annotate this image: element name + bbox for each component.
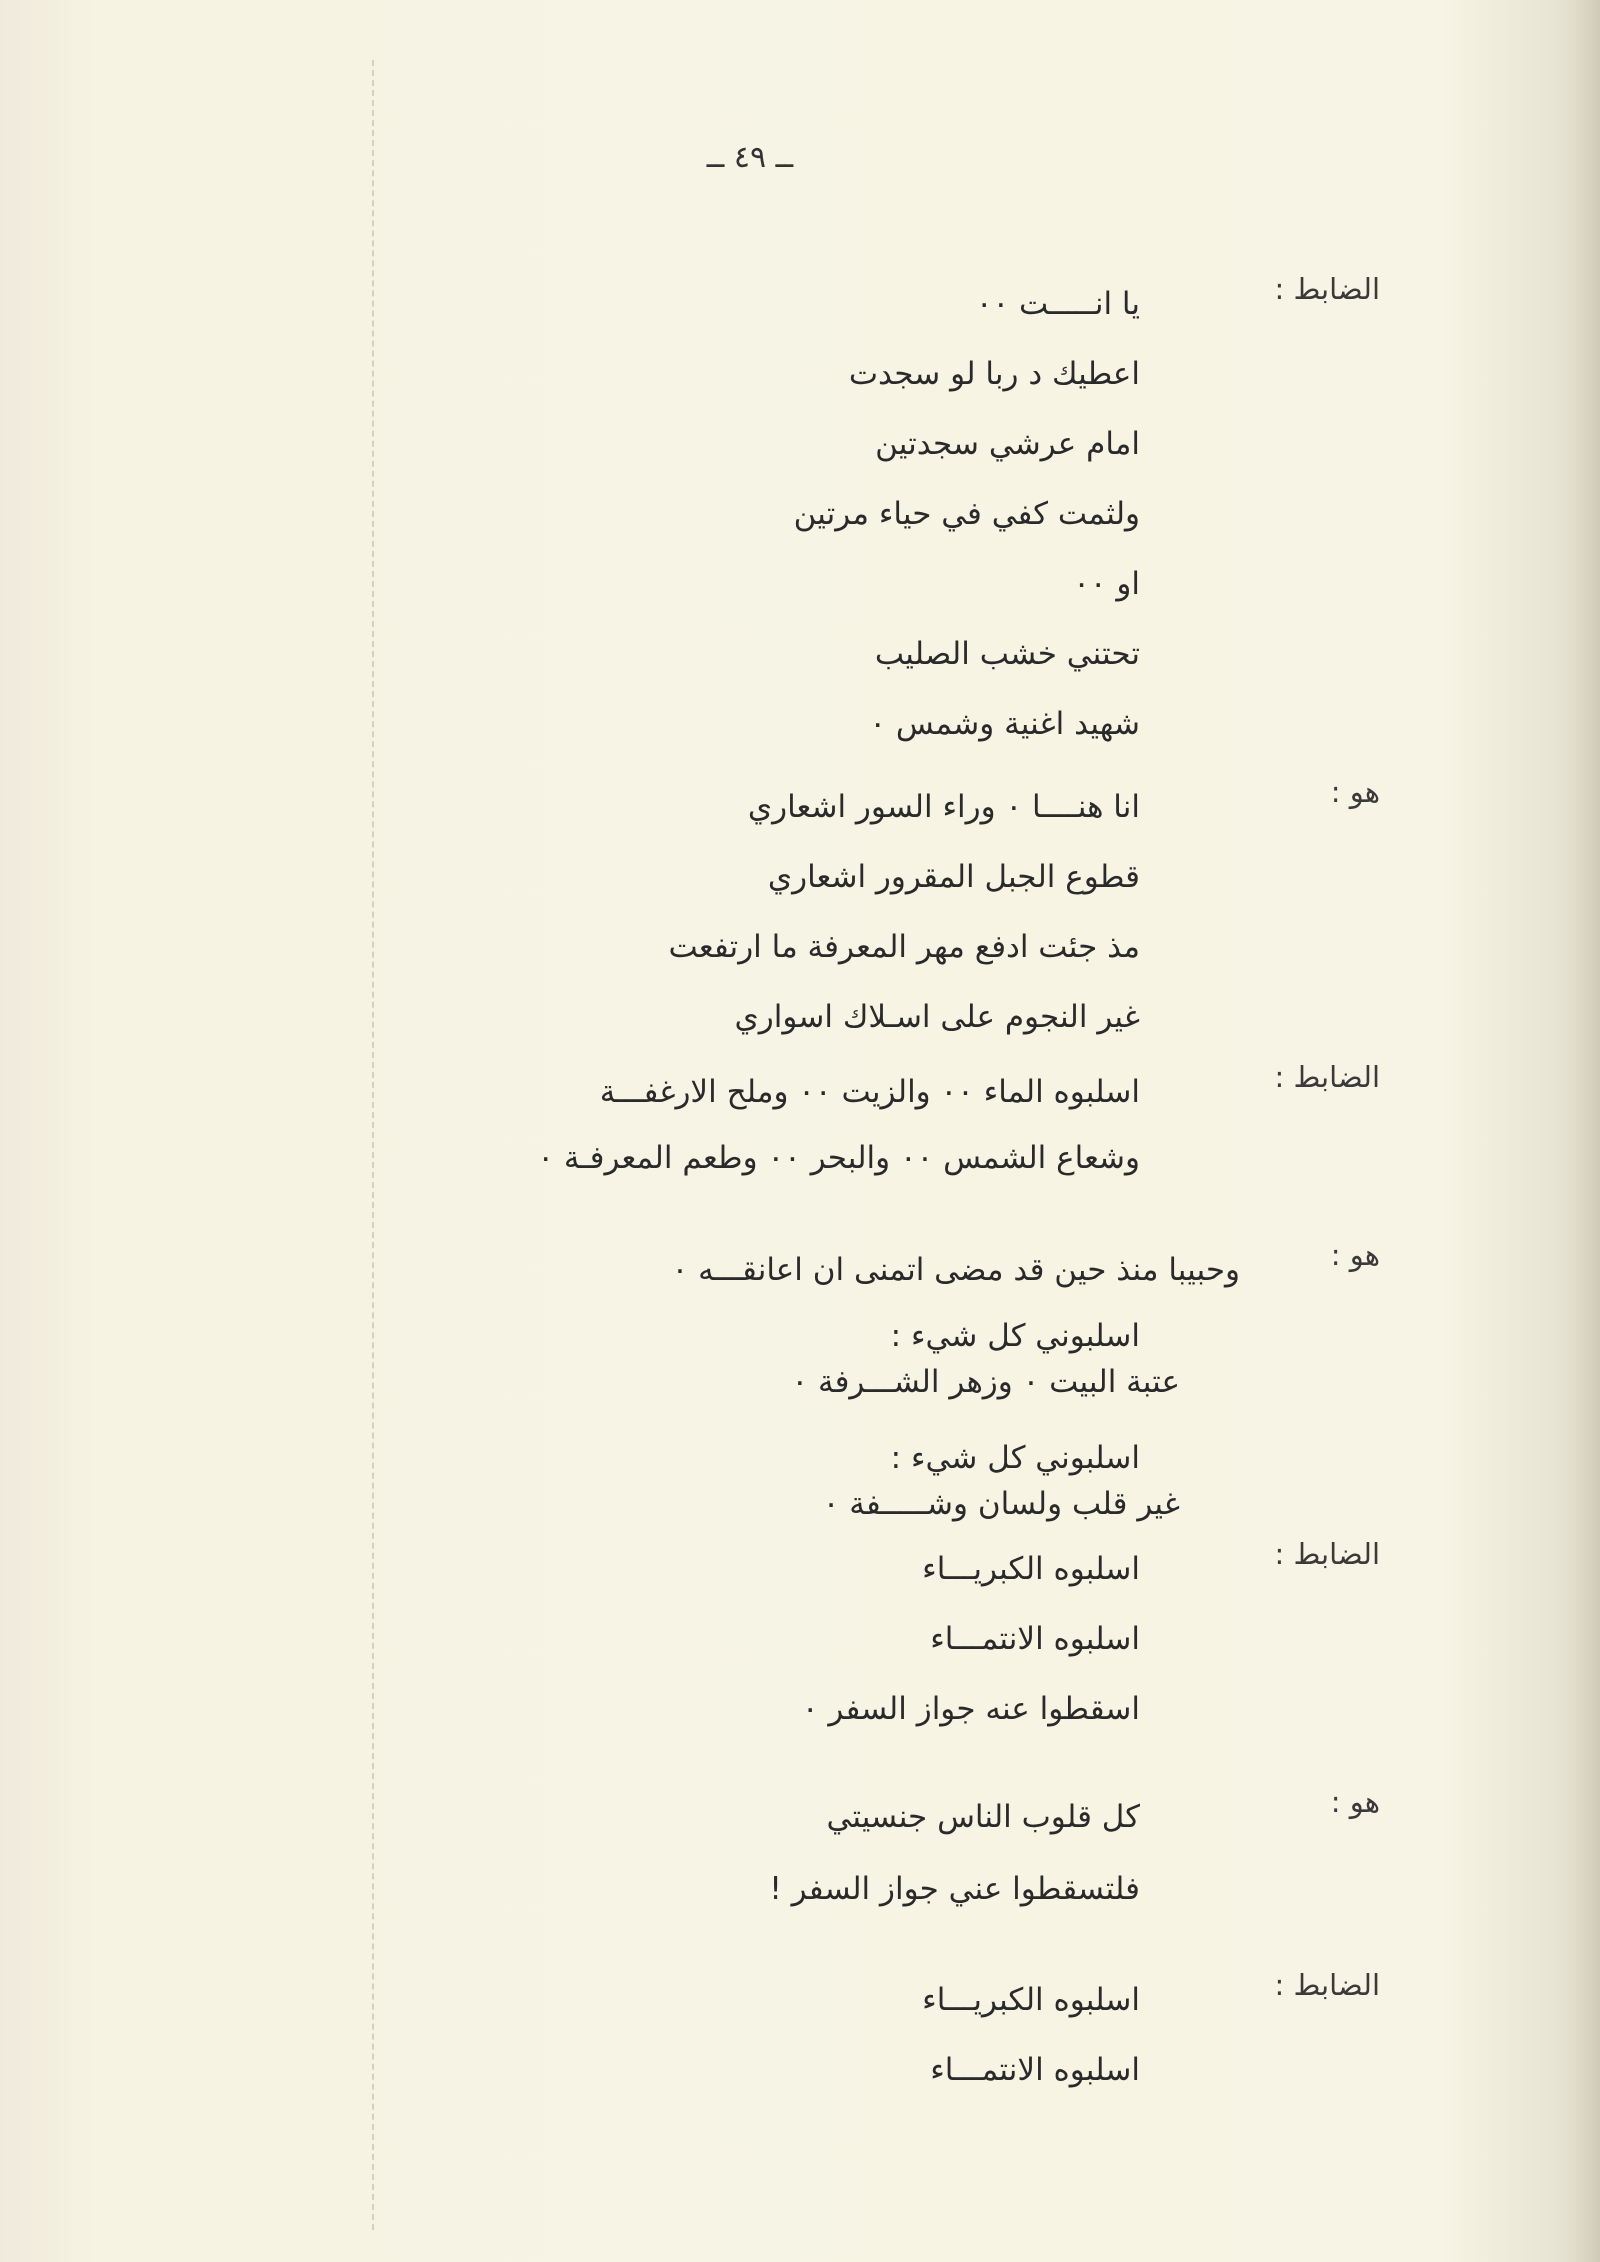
verse-line: قطوع الجبل المقرور اشعاري [767, 859, 1140, 895]
speaker-label: هو : [1330, 1785, 1380, 1819]
page-number: ــ ٤٩ ــ [706, 140, 794, 175]
verse-line: اسلبوني كل شيء : [890, 1318, 1140, 1354]
verse-lines [380, 1982, 1140, 2122]
verse-line: اسقطوا عنه جواز السفر ٠ [801, 1691, 1140, 1727]
verse-line: غير النجوم على اسـلاك اسواري [734, 999, 1140, 1035]
verse-line: اسلبوه الكبريـــاء [922, 1551, 1140, 1587]
verse-line: فلتسقطوا عني جواز السفر ! [769, 1871, 1140, 1907]
speaker-label: الضابط : [1274, 272, 1380, 306]
verse-line: او ٠٠ [1073, 566, 1140, 602]
verse-line: اسلبوه الانتمـــاء [930, 2052, 1140, 2088]
verse-line: اعطيك د ربا لو سجدت [848, 356, 1140, 392]
verse-line: امام عرشي سجدتين [875, 426, 1140, 462]
verse-line: شهيد اغنية وشمس ٠ [869, 706, 1140, 742]
speaker-label: الضابط : [1274, 1537, 1380, 1571]
verse-line: وحبيبا منذ حين قد مضى اتمنى ان اعانقـــه ٠ [671, 1252, 1240, 1288]
verse-line: تحتني خشب الصليب [874, 636, 1140, 672]
verse-lines [380, 286, 1140, 776]
verse-line: ولثمت كفي في حياء مرتين [793, 496, 1140, 532]
verse-line: عتبة البيت ٠ وزهر الشـــرفة ٠ [791, 1364, 1180, 1400]
verse-line: وشعاع الشمس ٠٠ والبحر ٠٠ وطعم المعرفـة ٠ [537, 1140, 1140, 1176]
verse-lines [380, 1074, 1140, 1206]
verse-lines [380, 1551, 1140, 1761]
verse-line: اسلبوه الكبريـــاء [922, 1982, 1140, 2018]
verse-line: يا انـــــت ٠٠ [975, 286, 1140, 322]
fold-line [372, 60, 374, 2230]
verse-lines [380, 789, 1140, 1069]
verse-line: كل قلوب الناس جنسيتي [826, 1799, 1140, 1835]
verse-line: اسلبوه الماء ٠٠ والزيت ٠٠ وملح الارغفـــة [599, 1074, 1140, 1110]
verse-line: اسلبوني كل شيء : [890, 1440, 1140, 1476]
verse-line: غير قلب ولسان وشـــــفة ٠ [822, 1486, 1180, 1522]
speaker-label: الضابط : [1274, 1060, 1380, 1094]
verse-line: اسلبوه الانتمـــاء [930, 1621, 1140, 1657]
verse-lines [380, 1252, 1240, 1552]
speaker-label: هو : [1330, 1238, 1380, 1272]
verse-lines [380, 1799, 1140, 1943]
speaker-label: هو : [1330, 775, 1380, 809]
speaker-label: الضابط : [1274, 1968, 1380, 2002]
page-edge [1574, 0, 1600, 2262]
verse-line: مذ جئت ادفع مهر المعرفة ما ارتفعت [668, 929, 1140, 965]
verse-line: انا هنــــا ٠ وراء السور اشعاري [747, 789, 1140, 825]
